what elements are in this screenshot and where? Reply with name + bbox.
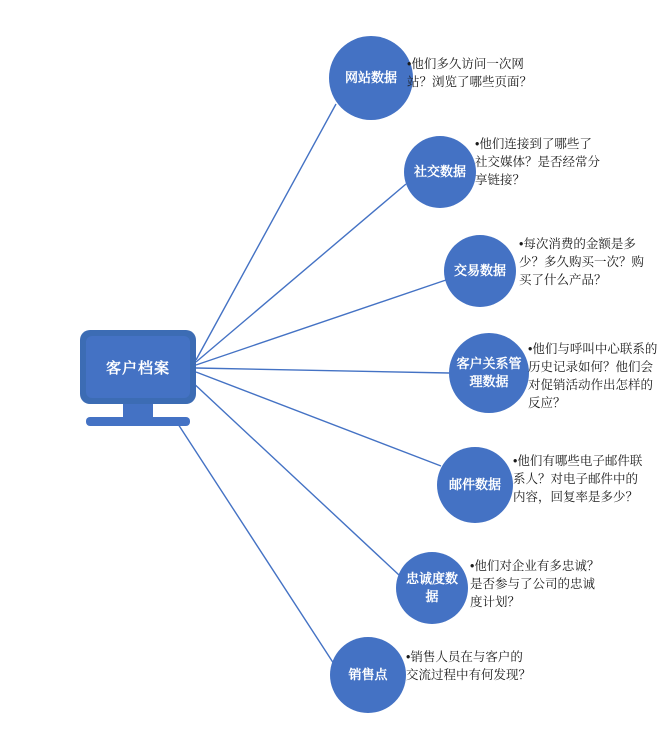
node-website-data[interactable] [329,36,413,120]
note-crm-data: •他们与呼叫中心联系的历史记录如何？他们会对促销活动作出怎样的反应？ [528,342,658,411]
connector-social-data [196,184,406,362]
monitor-stand-base [86,417,190,426]
node-label: 交易数据 [453,263,506,279]
node-crm-data[interactable] [449,333,529,413]
hub-node-customer-profile[interactable] [80,330,196,404]
node-label: 客户关系管理数据 [456,356,522,389]
node-label: 社交数据 [413,164,466,180]
note-transaction-data: •每次消费的金额是多少？多久购买一次？购买了什么产品？ [519,237,645,288]
node-label: 忠诚度数据 [405,571,458,604]
connector-crm-data [196,368,449,373]
node-loyalty-data[interactable] [396,552,468,624]
node-point-of-sale[interactable] [330,637,406,713]
node-social-data[interactable] [404,136,476,208]
monitor-stand-neck [123,404,153,418]
node-label: 邮件数据 [448,477,501,493]
node-transaction-data[interactable] [444,235,516,307]
connector-point-of-sale [178,424,334,664]
note-point-of-sale: •销售人员在与客户的交流过程中有何发现？ [406,650,532,683]
connector-website-data [196,104,336,360]
note-website-data: •他们多久访问一次网站？浏览了哪些页面？ [407,57,533,90]
hub-node-label: 客户档案 [105,359,170,377]
node-label: 网站数据 [344,70,397,86]
node-label: 销售点 [348,667,388,683]
node-email-data[interactable] [437,447,513,523]
note-loyalty-data: •他们对企业有多忠诚？是否参与了公司的忠诚度计划？ [470,559,600,610]
note-social-data: •他们连接到了哪些了社交媒体？是否经常分享链接？ [475,137,601,188]
note-email-data: •他们有哪些电子邮件联系人？对电子邮件中的内容，回复率是多少？ [513,454,643,505]
